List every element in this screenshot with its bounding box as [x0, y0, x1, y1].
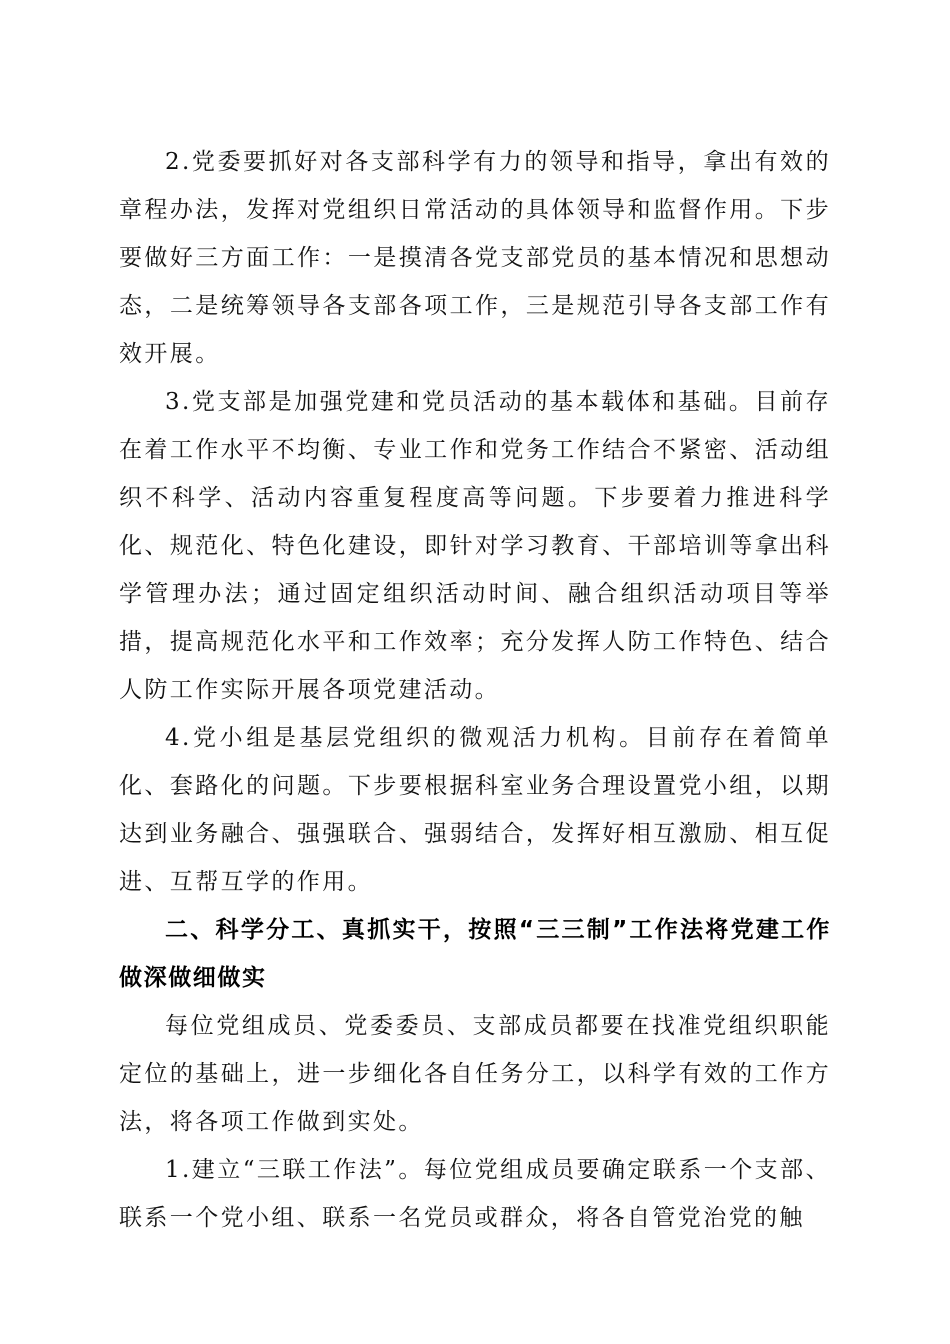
paragraph-party-branch-foundation: 3.党支部是加强党建和党员活动的基本载体和基础。目前存在着工作水平不均衡、专业工作和党务工作结合不紧密、活动组织不科学、活动内容重复程度高等问题。下步要着力推进科学化、规范化、特色化建设，即针对学习教育、干部培训等拿出科学管理办法；通过固定组织活动时间、融合组织活动项目等举措，提高规范化水平和工作效率；充分发挥人防工作特色、结合人防工作实际开展各项党建活动。: [119, 389, 831, 703]
section-heading-division-of-labor: 二、科学分工、真抓实干，按照“三三制”工作法将党建工作做深做细做实: [119, 917, 831, 991]
paragraph-three-link-method: 1.建立“三联工作法”。每位党组成员要确定联系一个支部、联系一个党小组、联系一名党员或群众，将各自管党治党的触: [119, 1157, 831, 1231]
paragraph-task-division: 每位党组成员、党委委员、支部成员都要在找准党组织职能定位的基础上，进一步细化各自任务分工，以科学有效的工作方法，将各项工作做到实处。: [119, 1013, 831, 1135]
document-body: [119, 138, 831, 1242]
paragraph-party-group-vitality: 4.党小组是基层党组织的微观活力机构。目前存在着简单化、套路化的问题。下步要根据科室业务合理设置党小组，以期达到业务融合、强强联合、强弱结合，发挥好相互激励、相互促进、互帮互学的作用。: [119, 725, 831, 895]
paragraph-party-committee-leadership: 2.党委要抓好对各支部科学有力的领导和指导，拿出有效的章程办法，发挥对党组织日常活动的具体领导和监督作用。下步要做好三方面工作：一是摸清各党支部党员的基本情况和思想动态，二是统筹领导各支部各项工作，三是规范引导各支部工作有效开展。: [119, 149, 831, 367]
